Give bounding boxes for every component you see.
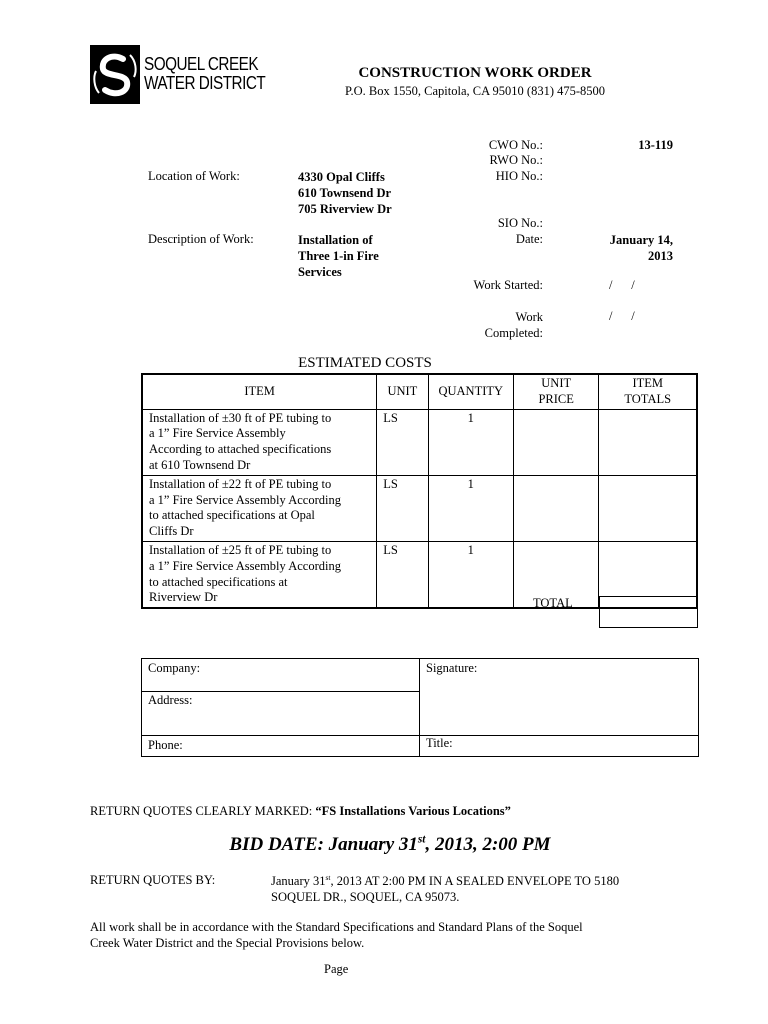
table-header-row [142, 374, 697, 409]
location-line: 610 Townsend Dr [298, 186, 392, 200]
bid-date-suffix-sup: st [417, 833, 426, 846]
location-value [298, 169, 392, 217]
row-unit-price [513, 409, 598, 475]
header-item-totals [599, 374, 697, 409]
item-line: Installation of ±30 ft of PE tubing to [149, 410, 332, 425]
sio-label: SIO No.: [497, 216, 543, 230]
header-unit-price-line-1: UNIT [541, 376, 572, 390]
return-by-line-2: SOQUEL DR., SOQUEL, CA 95073. [271, 890, 460, 904]
district-logo-mark [90, 45, 140, 104]
bid-date-prefix: BID DATE: January 31 [229, 834, 418, 855]
district-address: P.O. Box 1550, Capitola, CA 95010 (831) 475-8500 [344, 84, 606, 98]
work-completed-label-line-2: Completed: [484, 326, 543, 340]
item-line: a 1” Fire Service Assembly [149, 426, 286, 441]
description-line: Services [298, 265, 342, 279]
date-value [580, 232, 673, 264]
header-quantity: QUANTITY [428, 374, 513, 409]
item-line: According to attached specifications [149, 442, 332, 457]
row-unit: LS [377, 541, 428, 608]
standards-line-2: Creek Water District and the Special Provisions below. [90, 936, 365, 950]
description-value [298, 232, 379, 280]
header-unit-price [513, 374, 598, 409]
row-unit: LS [377, 409, 428, 475]
hio-label: HIO No.: [495, 169, 543, 183]
date-value-line-1: January 14, [609, 233, 673, 247]
header-item-totals-line-2: TOTALS [624, 391, 672, 406]
item-line: to attached specifications at [149, 574, 288, 589]
return-by-label: RETURN QUOTES BY: [90, 873, 216, 887]
row-item-description [142, 475, 377, 541]
table-row [142, 409, 697, 475]
header-item-totals-line-1: ITEM [632, 376, 663, 390]
description-line: Three 1-in Fire [298, 249, 379, 263]
header-unit-price-line-2: PRICE [538, 391, 574, 406]
estimated-costs-table [141, 373, 698, 609]
row-unit-price [513, 475, 598, 541]
return-marked-label: RETURN QUOTES CLEARLY MARKED: [90, 804, 316, 818]
divider [142, 691, 419, 692]
table-row [142, 475, 697, 541]
cwo-label: CWO No.: [488, 138, 543, 152]
return-by-rest: , 2013 AT 2:00 PM IN A SEALED ENVELOPE TO 5180 [330, 874, 620, 888]
return-by-date: January 31 [271, 874, 326, 888]
return-marked-line [90, 804, 511, 819]
header-item: ITEM [142, 374, 377, 409]
standards-paragraph [90, 919, 583, 951]
signature-field[interactable]: Signature: [426, 661, 478, 675]
phone-field[interactable]: Phone: [148, 738, 183, 752]
work-started-label: Work Started: [473, 278, 543, 292]
date-value-line-2: 2013 [648, 249, 673, 263]
item-line: a 1” Fire Service Assembly According [149, 492, 341, 507]
item-line: Installation of ±22 ft of PE tubing to [149, 476, 332, 491]
row-quantity: 1 [428, 541, 513, 608]
header-unit: UNIT [377, 374, 428, 409]
work-completed-value: / / [609, 309, 635, 323]
location-line: 705 Riverview Dr [298, 202, 392, 216]
work-completed-label-line-1: Work [515, 310, 543, 324]
document-title: CONSTRUCTION WORK ORDER [358, 65, 592, 81]
item-line: at 610 Townsend Dr [149, 457, 251, 472]
bid-date-heading [140, 834, 640, 856]
row-unit: LS [377, 475, 428, 541]
divider [419, 659, 420, 756]
company-field[interactable]: Company: [148, 661, 201, 675]
row-item-description [142, 409, 377, 475]
row-item-total [599, 475, 697, 541]
bid-date-suffix: , 2013, 2:00 PM [425, 834, 551, 855]
description-line: Installation of [298, 233, 373, 247]
standards-line-1: All work shall be in accordance with the Standard Specifications and Standard Plans of the Soquel [90, 920, 583, 934]
row-item-total [599, 409, 697, 475]
address-field[interactable]: Address: [148, 693, 193, 707]
district-logo-text [144, 55, 265, 93]
title-field[interactable]: Title: [426, 736, 453, 750]
estimated-costs-title: ESTIMATED COSTS [298, 355, 432, 371]
row-quantity: 1 [428, 475, 513, 541]
item-line: to attached specifications at Opal [149, 508, 315, 523]
item-line: Cliffs Dr [149, 524, 194, 539]
logo-line-2: WATER DISTRICT [144, 73, 266, 93]
return-by-value [271, 873, 619, 905]
total-value-field[interactable] [599, 596, 698, 628]
return-marked-value: “FS Installations Various Locations” [315, 804, 511, 818]
item-line: a 1” Fire Service Assembly According [149, 558, 341, 573]
location-line: 4330 Opal Cliffs [298, 170, 385, 184]
logo-line-1: SOQUEL CREEK [144, 54, 259, 74]
location-label: Location of Work: [148, 169, 240, 183]
total-label: TOTAL [533, 596, 573, 610]
return-by-line-1 [271, 873, 619, 889]
row-quantity: 1 [428, 409, 513, 475]
work-completed-label [430, 309, 543, 341]
cwo-value: 13-119 [638, 138, 673, 152]
bidder-info-box [141, 658, 699, 757]
item-line: Riverview Dr [149, 590, 218, 605]
rwo-label: RWO No.: [489, 153, 543, 167]
item-line: Installation of ±25 ft of PE tubing to [149, 542, 332, 557]
row-item-description [142, 541, 377, 608]
description-label: Description of Work: [148, 232, 254, 246]
divider [142, 735, 698, 736]
return-by-sup: st [325, 872, 331, 882]
date-label: Date: [515, 232, 543, 246]
work-started-value: / / [609, 278, 635, 292]
page-label: Page [324, 962, 349, 976]
